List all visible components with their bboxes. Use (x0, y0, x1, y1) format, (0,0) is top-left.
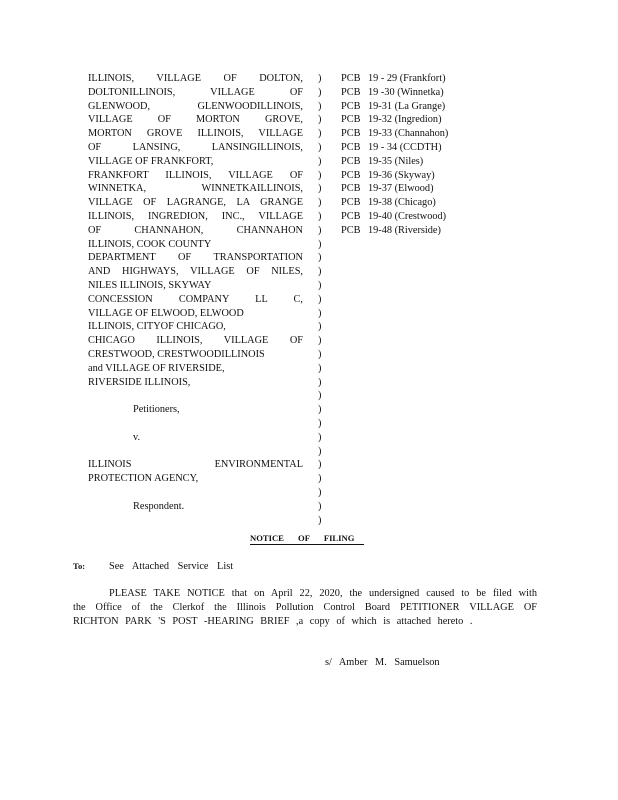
paren: ) (318, 514, 322, 526)
paren: ) (318, 459, 322, 471)
case-number: 19 - 34 (368, 141, 398, 153)
case-entry (341, 196, 448, 210)
case-caption-parties (88, 72, 303, 514)
case-entry (341, 182, 448, 196)
case-entry (341, 169, 448, 183)
party-line: ILLINOIS, COOK COUNTY (88, 238, 212, 250)
paren: ) (318, 266, 322, 278)
case-prefix: PCB (341, 183, 361, 195)
respondent-label: Respondent. (133, 500, 185, 512)
party-line: FRANKFORT ILLINOIS, VILLAGE OF (88, 169, 303, 181)
paren: ) (318, 500, 322, 512)
case-entry (341, 72, 448, 86)
party-line: MORTON GROVE ILLINOIS, VILLAGE (88, 128, 303, 140)
paren: ) (318, 404, 322, 416)
case-prefix: PCB (341, 128, 361, 140)
party-line: DEPARTMENT OF TRANSPORTATION (88, 252, 303, 264)
case-prefix: PCB (341, 114, 361, 126)
spacer (88, 486, 303, 500)
paren: ) (318, 100, 322, 112)
spacer (88, 445, 303, 459)
case-entry (341, 113, 448, 127)
paren: ) (318, 376, 322, 388)
paren: ) (318, 307, 322, 319)
case-number: 19 -30 (368, 86, 395, 98)
paren: ) (318, 169, 322, 181)
paren: ) (318, 335, 322, 347)
party-line: VILLAGE OF MORTON GROVE, (88, 114, 303, 126)
party-line: CONCESSION COMPANY LL C, (88, 293, 303, 305)
case-party: (Frankfort) (399, 73, 446, 84)
party-line: ILLINOIS, VILLAGE OF DOLTON, (88, 73, 303, 84)
party-line: VILLAGE OF LAGRANGE, LA GRANGE (88, 197, 303, 209)
party-line: WINNETKA, WINNETKAILLINOIS, (88, 183, 303, 195)
paren: ) (318, 417, 322, 429)
case-prefix: PCB (341, 224, 361, 236)
case-number: 19 - 29 (368, 73, 398, 84)
party-line: OF LANSING, LANSINGILLINOIS, (88, 141, 303, 153)
caption-parentheses (318, 72, 321, 527)
case-number: 19-36 (368, 169, 393, 181)
party-line: GLENWOOD, GLENWOODILLINOIS, (88, 100, 303, 112)
body-line: RICHTON PARK 'S POST -HEARING BRIEF ,a copy of which is attached hereto . (73, 616, 473, 627)
case-prefix: PCB (341, 169, 361, 181)
case-prefix: PCB (341, 141, 361, 153)
notice-of-filing-title: NOTICE OF FILING (250, 533, 364, 545)
case-number-list (341, 72, 448, 238)
party-line: CHICAGO ILLINOIS, VILLAGE OF (88, 335, 303, 347)
case-party: (Chicago) (394, 197, 436, 209)
notice-body (73, 587, 537, 629)
case-number: 19-33 (368, 128, 393, 140)
respondent-name: ILLINOIS ENVIRONMENTAL (88, 459, 303, 471)
respondent-name: PROTECTION AGENCY, (88, 473, 199, 485)
party-line: OF CHANNAHON, CHANNAHON (88, 224, 303, 236)
case-number: 19-31 (368, 100, 393, 112)
party-line: ILLINOIS, INGREDION, INC., VILLAGE (88, 210, 303, 222)
paren: ) (318, 197, 322, 209)
paren: ) (318, 86, 322, 98)
party-line: NILES ILLINOIS, SKYWAY (88, 279, 212, 291)
paren: ) (318, 252, 322, 264)
case-party: (Riverside) (394, 224, 441, 236)
party-line: VILLAGE OF FRANKFORT, (88, 155, 214, 167)
case-prefix: PCB (341, 197, 361, 209)
addressee-line (73, 561, 233, 572)
paren: ) (318, 445, 322, 457)
paren: ) (318, 183, 322, 195)
case-number: 19-32 (368, 114, 393, 126)
party-line: ILLINOIS, CITYOF CHICAGO, (88, 321, 226, 333)
case-prefix: PCB (341, 73, 361, 84)
case-number: 19-35 (368, 155, 393, 167)
case-entry (341, 224, 448, 238)
case-prefix: PCB (341, 86, 361, 98)
paren: ) (318, 348, 322, 360)
case-party: (Niles) (394, 155, 424, 167)
case-entry (341, 86, 448, 100)
case-party: (Ingredion) (394, 114, 442, 126)
signature-line: s/ Amber M. Samuelson (325, 657, 440, 668)
body-line: PLEASE TAKE NOTICE that on April 22, 2020, the undersigned caused to be filed with (109, 588, 537, 599)
case-entry (341, 100, 448, 114)
paren: ) (318, 390, 322, 402)
paren: ) (318, 321, 322, 333)
paren: ) (318, 73, 322, 84)
case-number: 19-38 (368, 197, 393, 209)
case-party: (La Grange) (394, 100, 446, 112)
case-prefix: PCB (341, 100, 361, 112)
case-entry (341, 210, 448, 224)
paren: ) (318, 362, 322, 374)
case-party: (CCDTH) (399, 141, 442, 153)
case-number: 19-37 (368, 183, 393, 195)
spacer (88, 417, 303, 431)
case-entry (341, 141, 448, 155)
paren: ) (318, 238, 322, 250)
case-party: (Elwood) (394, 183, 434, 195)
paren: ) (318, 279, 322, 291)
paren: ) (318, 473, 322, 485)
spacer (88, 389, 303, 403)
case-prefix: PCB (341, 155, 361, 167)
party-line: DOLTONILLINOIS, VILLAGE OF (88, 86, 303, 98)
case-number: 19-48 (368, 224, 393, 236)
paren: ) (318, 128, 322, 140)
party-line: CRESTWOOD, CRESTWOODILLINOIS (88, 348, 265, 360)
paren: ) (318, 114, 322, 126)
paren: ) (318, 431, 322, 443)
paren: ) (318, 293, 322, 305)
paren: ) (318, 224, 322, 236)
paren: ) (318, 155, 322, 167)
case-entry (341, 127, 448, 141)
paren: ) (318, 486, 322, 498)
paren: ) (318, 141, 322, 153)
case-party: (Crestwood) (394, 210, 447, 222)
party-line: and VILLAGE OF RIVERSIDE, (88, 362, 225, 374)
case-number: 19-40 (368, 210, 393, 222)
case-party: (Channahon) (394, 128, 449, 140)
party-line: VILLAGE OF ELWOOD, ELWOOD (88, 307, 244, 319)
party-line: AND HIGHWAYS, VILLAGE OF NILES, (88, 266, 303, 278)
versus-label: v. (133, 431, 141, 443)
case-prefix: PCB (341, 210, 361, 222)
party-line: RIVERSIDE ILLINOIS, (88, 376, 191, 388)
petitioners-label: Petitioners, (133, 404, 180, 416)
paren: ) (318, 210, 322, 222)
body-line: the Office of the Clerkof the Illinois Pollution Control Board PETITIONER VILLAGE OF (73, 602, 537, 613)
case-entry (341, 155, 448, 169)
to-text: See Attached Service List (109, 561, 234, 572)
to-label: To: (73, 561, 86, 571)
case-party: (Winnetka) (397, 86, 444, 98)
case-party: (Skyway) (394, 169, 435, 181)
